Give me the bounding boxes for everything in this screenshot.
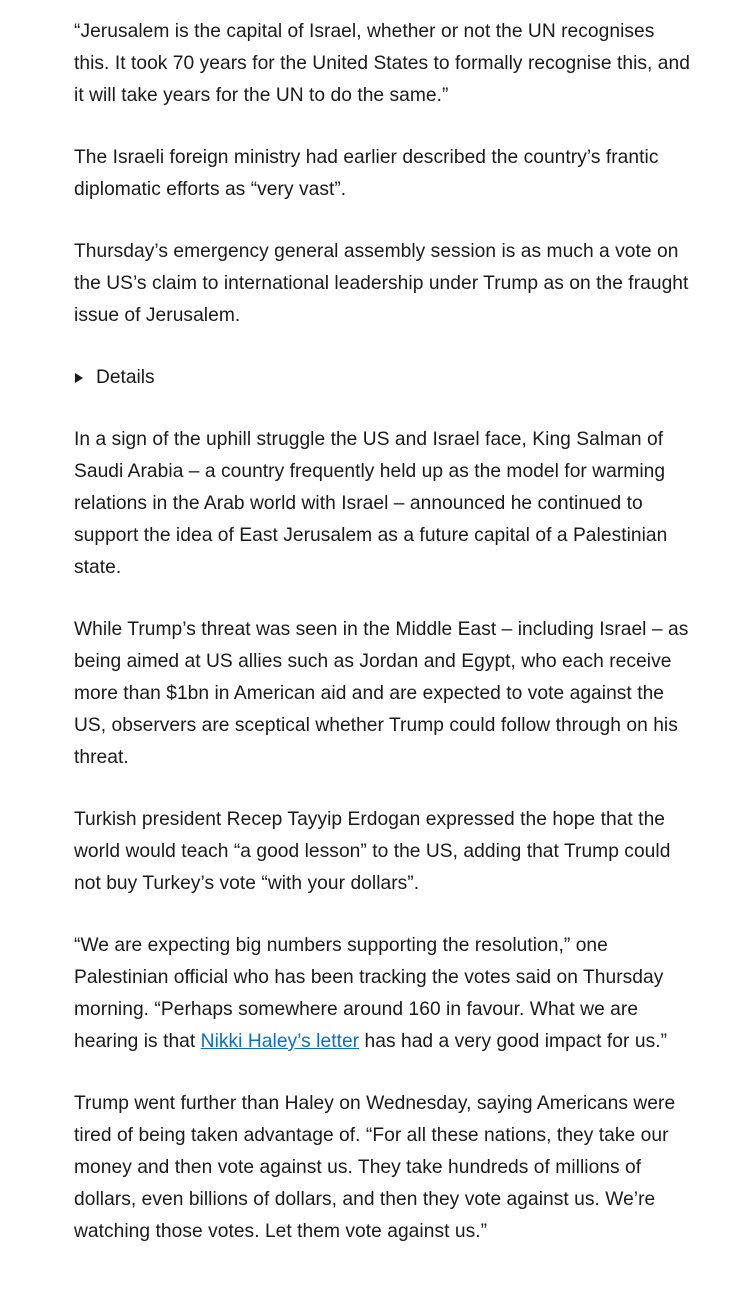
details-label: Details bbox=[96, 367, 155, 388]
nikki-haley-letter-link[interactable]: Nikki Haley’s letter bbox=[200, 1031, 360, 1052]
paragraph-quote-jerusalem: “Jerusalem is the capital of Israel, whether or not the UN recognises this. It took 70 years for the United States to formally recognise this, and it will take years for the UN to do the same.” bbox=[74, 21, 690, 106]
details-toggle[interactable] bbox=[74, 362, 695, 394]
paragraph-text-before-link: “We are expecting big numbers supporting the resolution,” one Palestinian official who has been tracking the votes said on Thursday morning. “Perhaps somewhere around 160 in favour. What we are hearing is that bbox=[74, 935, 664, 1052]
disclosure-triangle-icon bbox=[75, 373, 83, 383]
paragraph-foreign-ministry: The Israeli foreign ministry had earlier described the country’s frantic diplomatic efforts as “very vast”. bbox=[74, 147, 659, 200]
paragraph-palestinian-official bbox=[74, 930, 695, 1058]
paragraph-assembly-session: Thursday’s emergency general assembly session is as much a vote on the US’s claim to international leadership under Trump as on the fraught issue of Jerusalem. bbox=[74, 241, 689, 326]
paragraph-trump-threat: While Trump’s threat was seen in the Middle East – including Israel – as being aimed at US allies such as Jordan and Egypt, who each receive more than $1bn in American aid and are expected to vote against the US, observers are sceptical whether Trump could follow through on his threat. bbox=[74, 619, 689, 768]
paragraph-erdogan: Turkish president Recep Tayyip Erdogan expressed the hope that the world would teach “a good lesson” to the US, adding that Trump could not buy Turkey’s vote “with your dollars”. bbox=[74, 809, 671, 894]
paragraph-text-after-link: has had a very good impact for us.” bbox=[359, 1031, 668, 1052]
paragraph-king-salman: In a sign of the uphill struggle the US and Israel face, King Salman of Saudi Arabia – a country frequently held up as the model for warming relations in the Arab world with Israel – announced he continued to support the idea of East Jerusalem as a future capital of a Palestinian state. bbox=[74, 429, 668, 578]
paragraph-trump-quote: Trump went further than Haley on Wednesday, saying Americans were tired of being taken advantage of. “For all these nations, they take our money and then vote against us. They take hundreds of millions of dollars, even billions of dollars, and then they vote against us. We’re watching those votes. Let them vote against us.” bbox=[74, 1093, 676, 1242]
